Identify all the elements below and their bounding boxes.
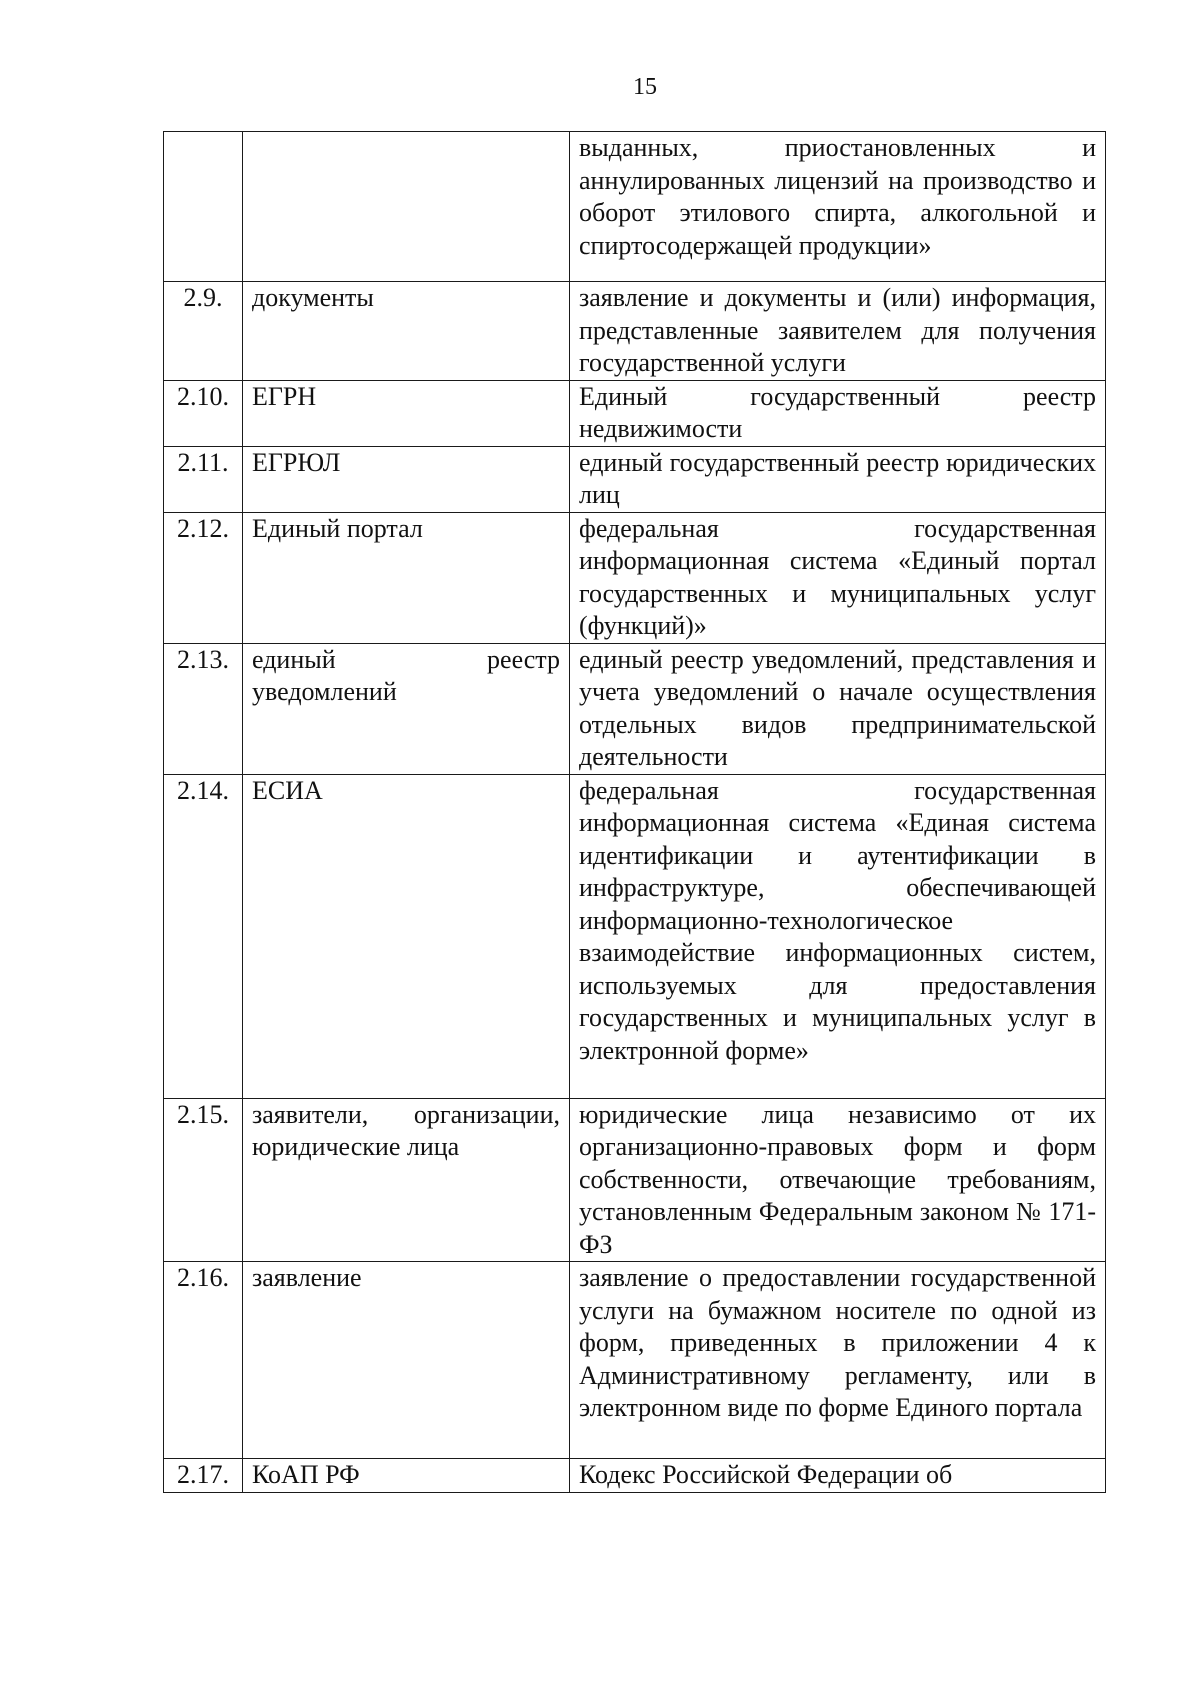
row-definition: единый реестр уведомлений, представления и учета уведомлений о начале осуществления отдельных видов предпринимательской деятельности (570, 643, 1106, 774)
row-definition: единый государственный реестр юридических лиц (570, 446, 1106, 512)
row-term: КоАП РФ (243, 1459, 570, 1493)
table-row (164, 380, 1106, 446)
definitions-table (163, 131, 1106, 1493)
row-definition: юридические лица независимо от их организационно-правовых форм и форм собственности, отвечающие требованиям, установленным Федеральным законом № 171-ФЗ (570, 1098, 1106, 1262)
table-row (164, 282, 1106, 381)
row-number: 2.12. (164, 512, 243, 643)
table-row (164, 1459, 1106, 1493)
table-row (164, 512, 1106, 643)
row-number: 2.16. (164, 1262, 243, 1459)
row-term: ЕГРН (243, 380, 570, 446)
row-number: 2.13. (164, 643, 243, 774)
row-term: единый реестр уведомлений (243, 643, 570, 774)
row-definition: выданных, приостановленных и аннулированных лицензий на производство и оборот этилового спирта, алкогольной и спиртосодержащей продукции» (570, 132, 1106, 282)
row-number: 2.14. (164, 774, 243, 1098)
row-number: 2.11. (164, 446, 243, 512)
table-row (164, 446, 1106, 512)
row-number (164, 132, 243, 282)
row-term (243, 132, 570, 282)
row-term: заявители, организации, юридические лица (243, 1098, 570, 1262)
row-definition: Единый государственный реестр недвижимости (570, 380, 1106, 446)
table-row (164, 132, 1106, 282)
table-row (164, 774, 1106, 1098)
row-term: Единый портал (243, 512, 570, 643)
row-definition: федеральная государственная информационная система «Единая система идентификации и аутентификации в инфраструктуре, обеспечивающей информационно-технологическое взаимодействие информационных систем, используемых для предоставления государственных и муниципальных услуг в электронной форме» (570, 774, 1106, 1098)
row-definition: заявление о предоставлении государственной услуги на бумажном носителе по одной из форм, приведенных в приложении 4 к Административному регламенту, или в электронном виде по форме Единого портала (570, 1262, 1106, 1459)
row-definition: федеральная государственная информационная система «Единый портал государственных и муниципальных услуг (функций)» (570, 512, 1106, 643)
row-term: ЕСИА (243, 774, 570, 1098)
table-row (164, 1262, 1106, 1459)
row-definition: Кодекс Российской Федерации об (570, 1459, 1106, 1493)
row-number: 2.9. (164, 282, 243, 381)
table-row (164, 1098, 1106, 1262)
row-term: заявление (243, 1262, 570, 1459)
row-number: 2.15. (164, 1098, 243, 1262)
row-number: 2.17. (164, 1459, 243, 1493)
row-number: 2.10. (164, 380, 243, 446)
page-number: 15 (633, 74, 657, 100)
row-definition: заявление и документы и (или) информация, представленные заявителем для получения государственной услуги (570, 282, 1106, 381)
row-term: документы (243, 282, 570, 381)
row-term: ЕГРЮЛ (243, 446, 570, 512)
table-row (164, 643, 1106, 774)
